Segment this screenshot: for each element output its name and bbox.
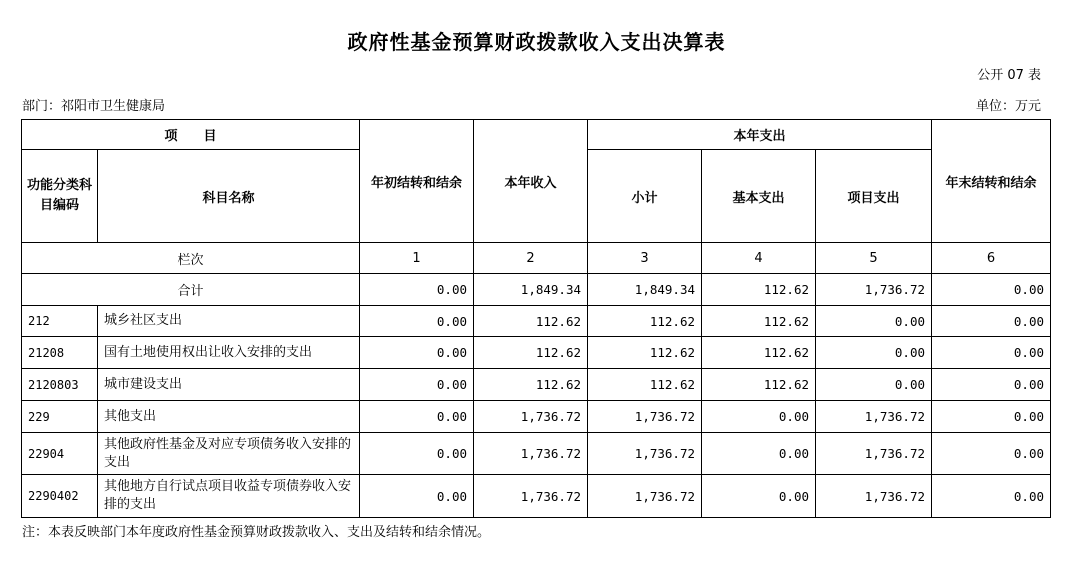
row-basic: 0.00 — [702, 433, 816, 475]
row-income: 112.62 — [474, 306, 588, 337]
department-label: 部门：祁阳市卫生健康局 — [22, 99, 166, 114]
row-income: 112.62 — [474, 337, 588, 369]
table-row — [22, 337, 1051, 369]
code-header: 功能分类科目编码 — [22, 150, 98, 243]
column-number-6: 6 — [932, 243, 1051, 274]
row-basic: 112.62 — [702, 337, 816, 369]
row-end-balance: 0.00 — [932, 475, 1051, 518]
row-subtotal: 1,736.72 — [588, 433, 702, 475]
row-code: 229 — [22, 401, 98, 433]
total-project: 1,736.72 — [816, 274, 932, 306]
table-row — [22, 401, 1051, 433]
row-name: 其他支出 — [98, 401, 360, 433]
row-begin-balance: 0.00 — [360, 369, 474, 401]
row-subtotal: 112.62 — [588, 306, 702, 337]
name-header: 科目名称 — [98, 150, 360, 243]
column-number-2: 2 — [474, 243, 588, 274]
item-group-header: 项 目 — [22, 120, 360, 150]
row-code: 212 — [22, 306, 98, 337]
row-project: 0.00 — [816, 306, 932, 337]
row-begin-balance: 0.00 — [360, 401, 474, 433]
table-row — [22, 475, 1051, 518]
total-basic: 112.62 — [702, 274, 816, 306]
row-name: 其他政府性基金及对应专项债务收入安排的支出 — [98, 433, 360, 475]
row-income: 112.62 — [474, 369, 588, 401]
row-code: 2120803 — [22, 369, 98, 401]
row-code: 21208 — [22, 337, 98, 369]
column-number-row — [22, 243, 1051, 274]
budget-table — [21, 119, 1051, 518]
row-basic: 0.00 — [702, 475, 816, 518]
column-number-4: 4 — [702, 243, 816, 274]
row-begin-balance: 0.00 — [360, 306, 474, 337]
header-row-1 — [22, 120, 1051, 150]
subtotal-header: 小计 — [588, 150, 702, 243]
row-project: 1,736.72 — [816, 433, 932, 475]
row-basic: 0.00 — [702, 401, 816, 433]
column-number-label: 栏次 — [22, 243, 360, 274]
column-number-1: 1 — [360, 243, 474, 274]
row-code: 22904 — [22, 433, 98, 475]
row-project: 1,736.72 — [816, 475, 932, 518]
table-row — [22, 306, 1051, 337]
total-income: 1,849.34 — [474, 274, 588, 306]
row-basic: 112.62 — [702, 369, 816, 401]
income-header: 本年收入 — [474, 120, 588, 243]
row-income: 1,736.72 — [474, 433, 588, 475]
row-subtotal: 112.62 — [588, 337, 702, 369]
row-code: 2290402 — [22, 475, 98, 518]
column-number-3: 3 — [588, 243, 702, 274]
page-title: 政府性基金预算财政拨款收入支出决算表 — [347, 30, 726, 54]
row-income: 1,736.72 — [474, 475, 588, 518]
row-end-balance: 0.00 — [932, 337, 1051, 369]
total-label: 合计 — [22, 274, 360, 306]
row-name: 国有土地使用权出让收入安排的支出 — [98, 337, 360, 369]
end-balance-header: 年末结转和结余 — [932, 120, 1051, 243]
begin-balance-header: 年初结转和结余 — [360, 120, 474, 243]
row-begin-balance: 0.00 — [360, 433, 474, 475]
project-header: 项目支出 — [816, 150, 932, 243]
footnote: 注：本表反映部门本年度政府性基金预算财政拨款收入、支出及结转和结余情况。 — [22, 525, 491, 540]
table-row — [22, 433, 1051, 475]
table-row — [22, 369, 1051, 401]
row-begin-balance: 0.00 — [360, 475, 474, 518]
basic-header: 基本支出 — [702, 150, 816, 243]
row-end-balance: 0.00 — [932, 401, 1051, 433]
row-name: 其他地方自行试点项目收益专项债券收入安排的支出 — [98, 475, 360, 518]
row-subtotal: 112.62 — [588, 369, 702, 401]
row-end-balance: 0.00 — [932, 433, 1051, 475]
row-subtotal: 1,736.72 — [588, 475, 702, 518]
row-basic: 112.62 — [702, 306, 816, 337]
row-name: 城市建设支出 — [98, 369, 360, 401]
row-end-balance: 0.00 — [932, 306, 1051, 337]
row-name: 城乡社区支出 — [98, 306, 360, 337]
column-number-5: 5 — [816, 243, 932, 274]
row-project: 1,736.72 — [816, 401, 932, 433]
expense-group-header: 本年支出 — [588, 120, 932, 150]
total-row — [22, 274, 1051, 306]
total-subtotal: 1,849.34 — [588, 274, 702, 306]
form-number: 公开 07 表 — [977, 68, 1041, 83]
unit-label: 单位：万元 — [975, 99, 1041, 114]
row-subtotal: 1,736.72 — [588, 401, 702, 433]
row-project: 0.00 — [816, 337, 932, 369]
row-end-balance: 0.00 — [932, 369, 1051, 401]
total-begin-balance: 0.00 — [360, 274, 474, 306]
row-begin-balance: 0.00 — [360, 337, 474, 369]
row-income: 1,736.72 — [474, 401, 588, 433]
row-project: 0.00 — [816, 369, 932, 401]
total-end-balance: 0.00 — [932, 274, 1051, 306]
